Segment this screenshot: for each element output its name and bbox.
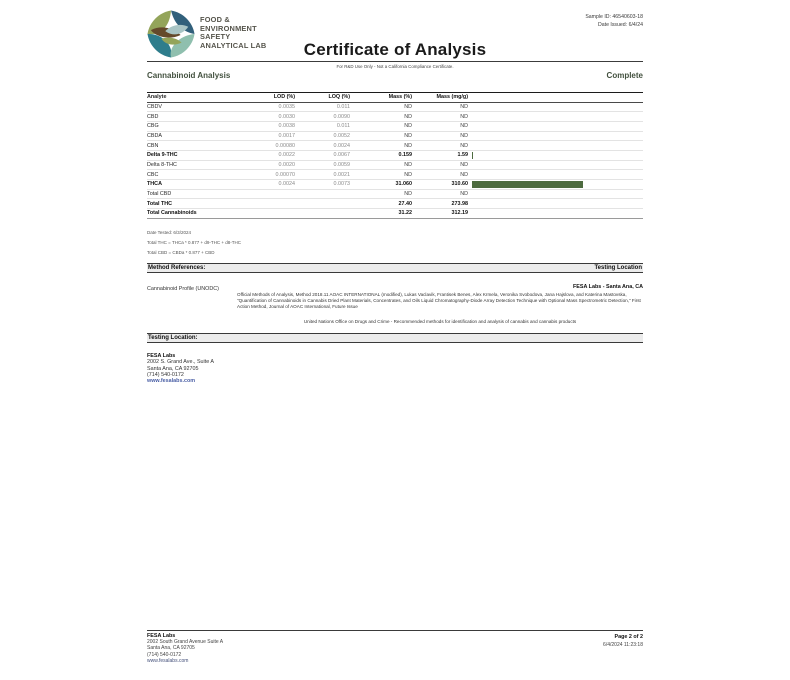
compliance-disclaimer: For R&D Use Only - Not a California Compliance Certificate. (336, 64, 454, 69)
lod-value: 0.0035 (278, 103, 295, 110)
footer-divider (147, 630, 643, 631)
loq-value: 0.0052 (333, 132, 350, 139)
analysis-section-header (147, 71, 643, 80)
testing-location-column-label: Testing Location (594, 264, 642, 271)
method-reference-citation: Official Methods of Analysis, Method 2018.11 AOAC INTERNATIONAL (modified), Lukas Vaclavik, Frantisek Benes, Alex Krmela, Veronika Svobodova, Jana Hajslova, and Katerina Mastovska, "Quantification of Cannabinoids in Cannabis Dried Plant Materials, Concentrates, and Oils Liquid Chromatography-Diode Array Detection Technique with Optional Mass Spectrometric Detection," First Action Method, Journal of AOAC International, Future Issue (237, 292, 641, 309)
method-testing-location: FESA Labs - Santa Ana, CA (573, 284, 643, 290)
mass-mgg-value: ND (460, 142, 468, 149)
page-footer (147, 633, 643, 664)
table-row (147, 112, 643, 122)
note-line: Total CBD = CBDa * 0.877 + CBD (147, 249, 215, 255)
analyte-name: CBC (147, 171, 159, 178)
analyte-name: CBDV (147, 103, 162, 110)
lod-value: 0.0038 (278, 123, 295, 130)
mass-percent-value: 27.40 (398, 200, 412, 207)
table-row (147, 122, 643, 132)
lod-value: 0.0017 (278, 132, 295, 139)
lab-name: FESA Labs (147, 353, 176, 359)
cannabinoid-table (147, 92, 643, 219)
loq-value: 0.0024 (333, 142, 350, 149)
analyte-name: THCA (147, 181, 162, 188)
lab-phone: (714) 540-0172 (147, 371, 184, 378)
col-mass-mgg: Mass (mg/g) (436, 94, 468, 101)
testing-location-label: Testing Location: (148, 334, 198, 341)
status-badge: Complete (606, 71, 643, 80)
lab-address-line2: Santa Ana, CA 92705 (147, 365, 199, 372)
mass-percent-value: ND (404, 142, 412, 149)
mass-percent-value: ND (404, 113, 412, 120)
mass-percent-value: ND (404, 161, 412, 168)
un-reference: United Nations Office on Drugs and Crime - Recommended methods for identification and analysis of cannabis and cannabis products (303, 319, 577, 324)
mass-percent-value: ND (404, 103, 412, 110)
footer-website-link[interactable]: www.fesalabs.com (147, 657, 189, 664)
mass-bar-cell (468, 199, 643, 208)
section-title: Cannabinoid Analysis (147, 71, 231, 80)
footer-address-line2: Santa Ana, CA 92705 (147, 645, 195, 652)
lab-address-line1: 2002 S. Grand Ave., Suite A (147, 359, 215, 366)
mass-mgg-value: 273.98 (451, 200, 468, 207)
mass-mgg-value: ND (460, 191, 468, 198)
footer-lab-name: FESA Labs (147, 633, 176, 639)
mass-bar-cell (468, 161, 643, 170)
mass-mgg-value: ND (460, 113, 468, 120)
analyte-name: CBDA (147, 132, 162, 139)
col-mass-pct: Mass (%) (388, 94, 412, 101)
lod-value: 0.0024 (278, 181, 295, 188)
mass-mgg-value: ND (460, 103, 468, 110)
loq-value: 0.0073 (333, 181, 350, 188)
testing-location-header (147, 333, 643, 343)
footer-lab-info (147, 633, 223, 664)
mass-bar-cell (468, 112, 643, 121)
mass-percent-value: ND (404, 171, 412, 178)
mass-bar-cell (468, 190, 643, 199)
mass-bar-cell (468, 151, 643, 160)
loq-value: 0.0090 (333, 113, 350, 120)
method-references-header (147, 263, 643, 273)
mass-bar (472, 181, 583, 188)
lod-value: 0.0030 (278, 113, 295, 120)
table-row (147, 141, 643, 151)
mass-percent-value: 31.060 (395, 181, 412, 188)
date-issued: Date Issued: 6/4/24 (598, 22, 643, 28)
loq-value: 0.011 (336, 123, 350, 130)
col-loq: LOQ (%) (328, 94, 350, 101)
mass-bar-cell (468, 170, 643, 179)
table-row (147, 103, 643, 113)
analyte-name: Delta 8-THC (147, 161, 177, 168)
analyte-name: Total THC (147, 200, 173, 207)
mass-mgg-value: 310.60 (451, 181, 468, 188)
table-row (147, 161, 643, 171)
table-row (147, 180, 643, 190)
mass-mgg-value: ND (460, 171, 468, 178)
lab-website-link[interactable]: www.fesalabs.com (147, 378, 196, 385)
mass-mgg-value: ND (460, 123, 468, 130)
analyte-name: Total Cannabinoids (147, 210, 197, 217)
table-row (147, 132, 643, 142)
loq-value: 0.011 (336, 103, 350, 110)
table-row (147, 190, 643, 200)
mass-bar-cell (468, 122, 643, 131)
method-references-label: Method References: (148, 264, 206, 271)
loq-value: 0.0059 (333, 161, 350, 168)
mass-bar-cell (468, 132, 643, 141)
analyte-name: CBD (147, 113, 159, 120)
mass-percent-value: ND (404, 132, 412, 139)
testing-location-address (147, 353, 214, 384)
mass-mgg-value: ND (460, 161, 468, 168)
analyte-name: Total CBD (147, 191, 172, 198)
method-name: Cannabinoid Profile (UNODC) (147, 286, 219, 292)
footer-page-info (603, 633, 643, 664)
table-row (147, 209, 643, 219)
mass-mgg-value: 312.19 (451, 210, 468, 217)
mass-bar-cell (468, 209, 643, 218)
col-analyte: Analyte (147, 94, 167, 101)
sample-id: Sample ID: 46540603-18 (585, 14, 643, 20)
mass-bar (472, 152, 473, 159)
analyte-name: CBN (147, 142, 159, 149)
loq-value: 0.0021 (333, 171, 350, 178)
page-title: Certificate of Analysis (303, 40, 487, 59)
footer-address-line1: 2002 South Grand Avenue Suite A (147, 639, 224, 646)
mass-bar-cell (468, 141, 643, 150)
mass-mgg-value: 1.59 (457, 152, 468, 159)
mass-bar-cell (468, 103, 643, 112)
page-number: Page 2 of 2 (614, 634, 643, 640)
table-notes (147, 228, 241, 257)
col-bar-spacer (468, 93, 643, 102)
mass-percent-value: 31.22 (398, 210, 412, 217)
mass-bar-cell (468, 180, 643, 189)
print-datetime: 6/4/2024 11:23:18 (603, 642, 643, 648)
col-lod: LOD (%) (273, 94, 295, 101)
title-divider (147, 61, 643, 62)
analyte-name: Delta 9-THC (147, 152, 178, 159)
mass-mgg-value: ND (460, 132, 468, 139)
table-header-row (147, 92, 643, 103)
note-line: Total THC = THCa * 0.877 + d9-THC + d8-THC (147, 239, 241, 245)
table-row (147, 199, 643, 209)
certificate-page (147, 0, 643, 680)
lod-value: 0.0020 (278, 161, 295, 168)
mass-percent-value: ND (404, 191, 412, 198)
mass-percent-value: 0.159 (398, 152, 412, 159)
footer-phone: (714) 540-0172 (147, 651, 182, 658)
lod-value: 0.00070 (275, 171, 295, 178)
mass-percent-value: ND (404, 123, 412, 130)
note-line: Date Tested: 6/3/2024 (147, 230, 191, 235)
loq-value: 0.0067 (333, 152, 350, 159)
lod-value: 0.00080 (275, 142, 295, 149)
analyte-name: CBG (147, 123, 159, 130)
lab-logo-text: FOOD & ENVIRONMENT SAFETY ANALYTICAL LAB (200, 15, 267, 50)
lod-value: 0.0022 (278, 152, 295, 159)
table-row (147, 151, 643, 161)
table-row (147, 170, 643, 180)
